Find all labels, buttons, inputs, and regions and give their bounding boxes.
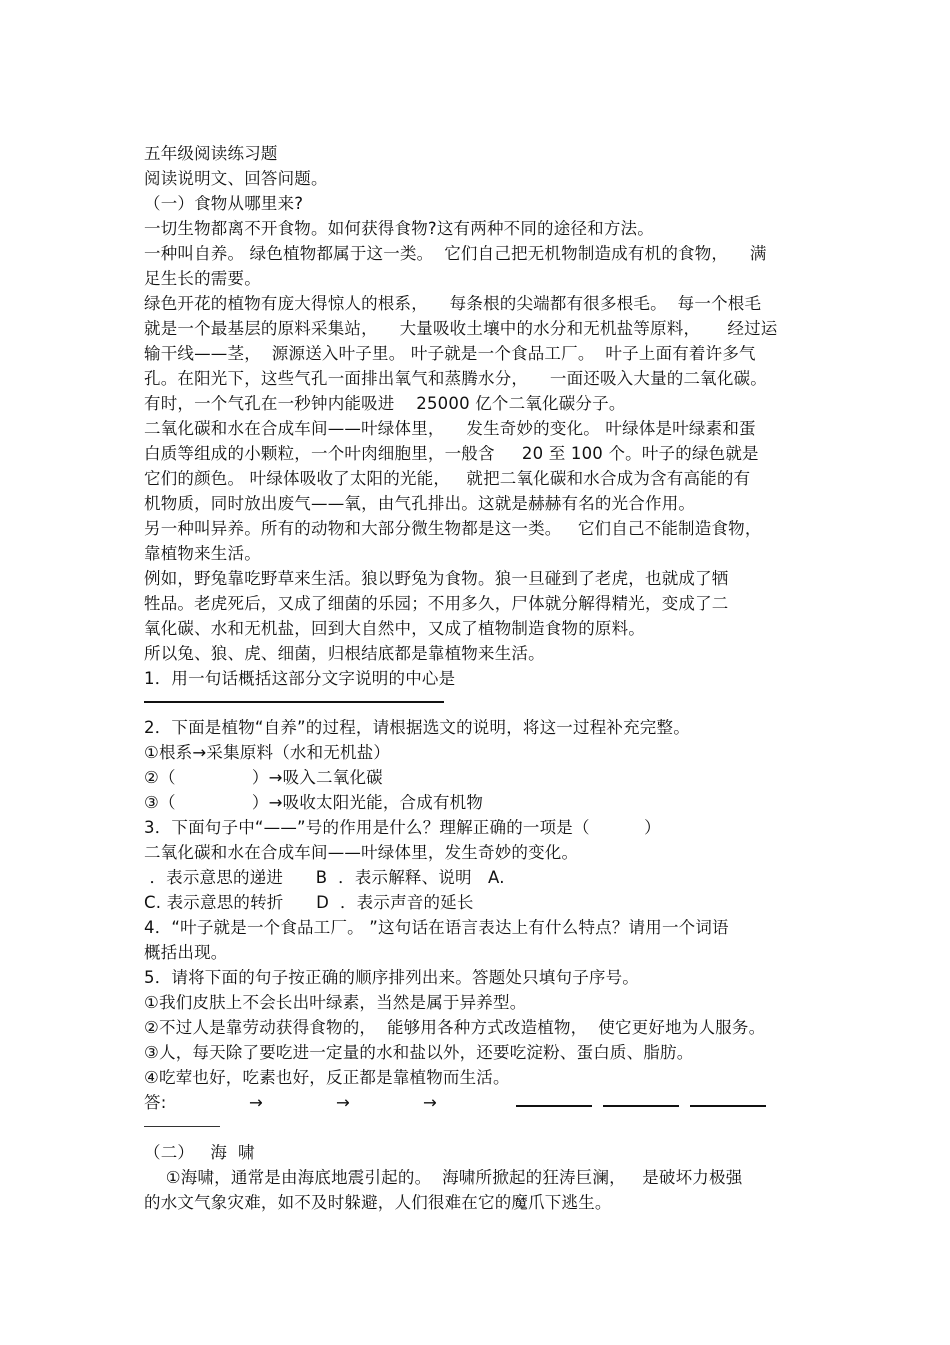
passage-line: 氧化碳、水和无机盐，回到大自然中，又成了植物制造食物的原料。: [144, 619, 645, 638]
passage-line: 一种叫自养。 绿色植物都属于这一类。 它们自己把无机物制造成有机的食物， 满: [144, 244, 767, 263]
question-1: 1．用一句话概括这部分文字说明的中心是: [144, 669, 456, 688]
question-4: 4．“叶子就是一个食品工厂。 ”这句话在语言表达上有什么特点？请用一个词语: [144, 918, 729, 937]
passage-line: 二氧化碳和水在合成车间——叶绿体里， 发生奇妙的变化。 叶绿体是叶绿素和蛋: [144, 419, 756, 438]
passage-line: 一切生物都离不开食物。如何获得食物?这有两种不同的途径和方法。: [144, 219, 654, 238]
answer-line-q1[interactable]: [144, 701, 444, 703]
arrow-icon: →: [423, 1093, 438, 1112]
arrow-icon: →: [249, 1093, 264, 1112]
passage-line: 输干线——茎， 源源送入叶子里。 叶子就是一个食品工厂。 叶子上面有着许多气: [144, 344, 756, 363]
passage-line: 有时，一个气孔在一秒钟内能吸进 25000 亿个二氧化碳分子。: [144, 394, 626, 413]
answer-blank[interactable]: [516, 1105, 592, 1107]
q3-options-row-2[interactable]: C. 表示意思的转折 D ．表示声音的延长: [144, 893, 474, 912]
q5-item: ④吃荤也好，吃素也好，反正都是靠植物而生活。: [144, 1068, 510, 1087]
passage-line: ①海啸，通常是由海底地震引起的。 海啸所掀起的狂涛巨澜， 是破坏力极强: [144, 1168, 743, 1187]
section1-heading: （一）食物从哪里来?: [144, 194, 304, 213]
q3-options-row-1[interactable]: ．表示意思的递进 B ．表示解释、说明 A.: [144, 868, 505, 887]
passage-line: 另一种叫异养。所有的动物和大部分微生物都是这一类。 它们自己不能制造食物，: [144, 519, 762, 538]
q2-step: ①根系→采集原料（水和无机盐）: [144, 743, 391, 762]
passage-line: 牲品。老虎死后，又成了细菌的乐园；不用多久，尸体就分解得精光，变成了二: [144, 594, 729, 613]
arrow-icon: →: [336, 1093, 351, 1112]
passage-line: 绿色开花的植物有庞大得惊人的根系， 每条根的尖端都有很多根毛。 每一个根毛: [144, 294, 762, 313]
question-5: 5．请将下面的句子按正确的顺序排列出来。答题处只填句子序号。: [144, 968, 639, 987]
passage-line: 就是一个最基层的原料采集站， 大量吸收土壤中的水分和无机盐等原料， 经过运: [144, 319, 778, 338]
question-4-cont: 概括出现。: [144, 943, 228, 962]
q2-step[interactable]: ②（ ）→吸入二氧化碳: [144, 768, 383, 787]
passage-line: 例如，野兔靠吃野草来生活。狼以野兔为食物。狼一旦碰到了老虎，也就成了牺: [144, 569, 729, 588]
q5-item: ③人，每天除了要吃进一定量的水和盐以外，还要吃淀粉、蛋白质、脂肪。: [144, 1043, 694, 1062]
q2-step[interactable]: ③（ ）→吸收太阳光能，合成有机物: [144, 793, 484, 812]
q5-item: ①我们皮肤上不会长出叶绿素，当然是属于异养型。: [144, 993, 527, 1012]
answer-blank[interactable]: [690, 1105, 766, 1107]
passage-line: 足生长的需要。: [144, 269, 261, 288]
answer-blank[interactable]: [603, 1105, 679, 1107]
instruction-text: 阅读说明文、回答问题。: [144, 169, 328, 188]
passage-line: 的水文气象灾难，如不及时躲避，人们很难在它的魔爪下逃生。: [144, 1193, 612, 1212]
passage-line: 机物质，同时放出废气——氧，由气孔排出。这就是赫赫有名的光合作用。: [144, 494, 696, 513]
passage-line: 白质等组成的小颗粒，一个叶肉细胞里，一般含 20 至 100 个。叶子的绿色就是: [144, 444, 759, 463]
passage-line: 靠植物来生活。: [144, 544, 261, 563]
passage-line: 所以兔、狼、虎、细菌，归根结底都是靠植物来生活。: [144, 644, 545, 663]
answer-blank[interactable]: [144, 1126, 220, 1127]
question-3: 3．下面句子中“——”号的作用是什么？理解正确的一项是（ ）: [144, 818, 661, 837]
passage-line: 它们的颜色。 叶绿体吸收了太阳的光能， 就把二氧化碳和水合成为含有高能的有: [144, 469, 751, 488]
q5-item: ②不过人是靠劳动获得食物的， 能够用各种方式改造植物， 使它更好地为人服务。: [144, 1018, 766, 1037]
question-2: 2．下面是植物“自养”的过程，请根据选文的说明，将这一过程补充完整。: [144, 718, 690, 737]
q3-sentence: 二氧化碳和水在合成车间——叶绿体里，发生奇妙的变化。: [144, 843, 579, 862]
worksheet-title: 五年级阅读练习题: [144, 144, 278, 163]
section2-heading: （二） 海 啸: [144, 1143, 255, 1162]
answer-label: 答:: [144, 1093, 167, 1112]
passage-line: 孔。在阳光下，这些气孔一面排出氧气和蒸腾水分， 一面还吸入大量的二氧化碳。: [144, 369, 767, 388]
